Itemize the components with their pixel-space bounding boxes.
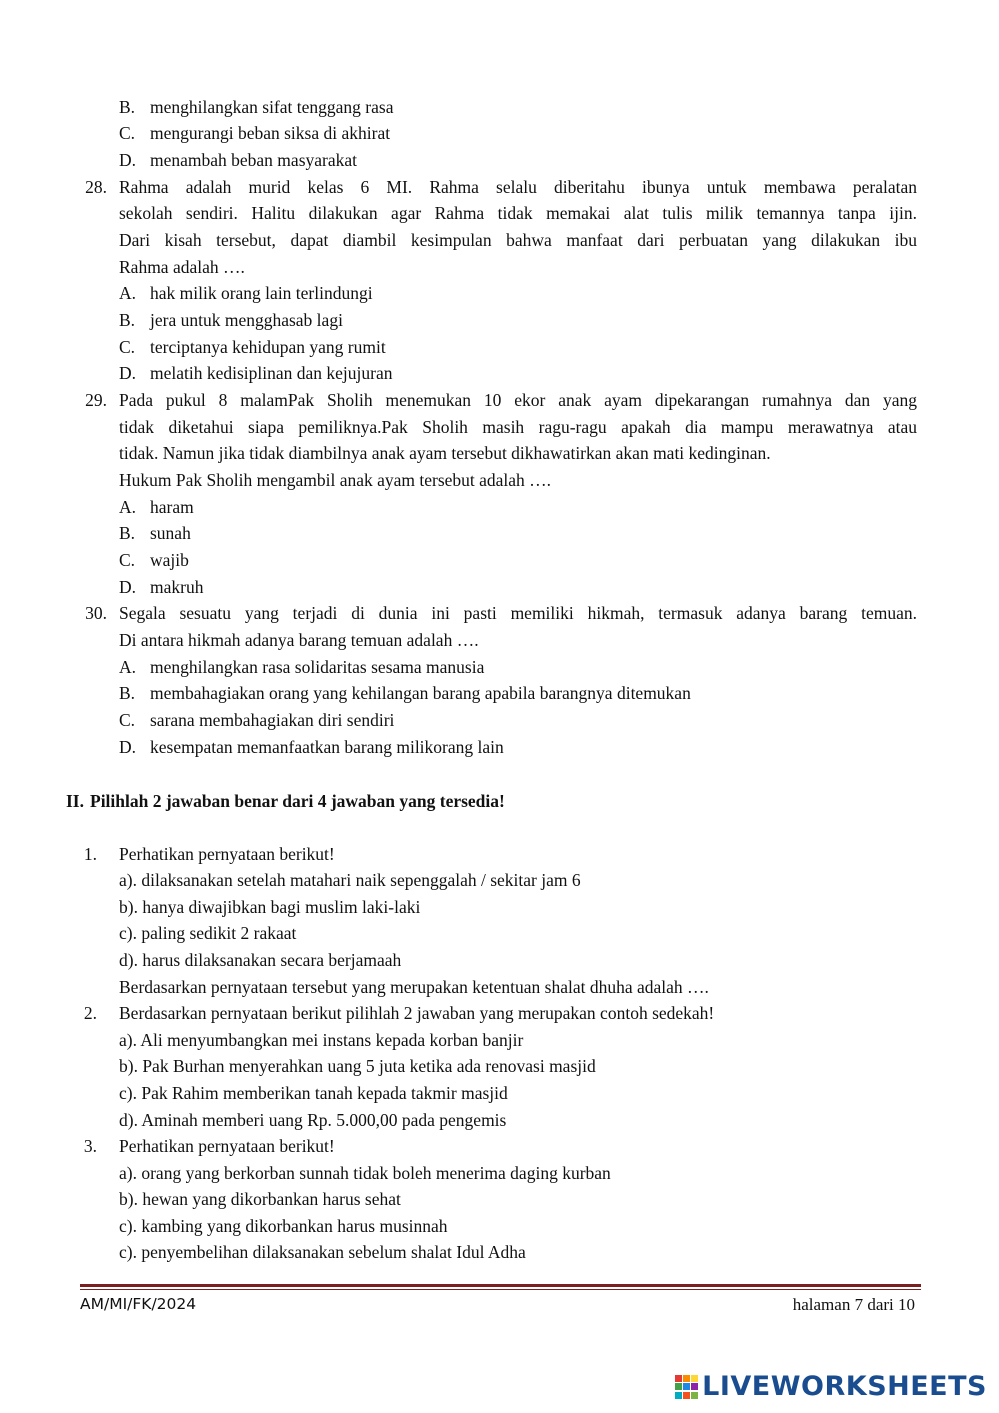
logo-cell (675, 1392, 682, 1399)
logo-cell (683, 1375, 690, 1382)
option-text: wajib (150, 550, 189, 570)
liveworksheets-logo[interactable] (675, 1372, 987, 1402)
logo-cell (691, 1392, 698, 1399)
option-item (119, 736, 504, 758)
statement-item: c). penyembelihan dilaksanakan sebelum shalat Idul Adha (119, 1242, 526, 1262)
question-text-line: Di antara hikmah adanya barang temuan adalah …. (119, 630, 479, 650)
option-letter: D. (119, 363, 137, 383)
question-number: 28. (85, 177, 107, 197)
option-item (119, 576, 203, 598)
logo-cell (683, 1383, 690, 1390)
statement-item: b). Pak Burhan menyerahkan uang 5 juta ketika ada renovasi masjid (119, 1056, 596, 1076)
question-number: 1. (83, 844, 97, 864)
option-text: menghilangkan rasa solidaritas sesama manusia (150, 657, 485, 677)
option-letter: B. (119, 310, 136, 330)
question-text-line: Rahma adalah murid kelas 6 MI. Rahma selalu diberitahu ibunya untuk membawa peralatan (119, 177, 917, 197)
option-letter: D. (119, 577, 137, 597)
liveworksheets-wordmark: LIVEWORKSHEETS (702, 1371, 987, 1402)
section-heading (66, 790, 505, 812)
logo-cell (675, 1375, 682, 1382)
liveworksheets-grid-icon (675, 1375, 699, 1399)
option-letter: A. (119, 497, 137, 517)
statement-item: a). dilaksanakan setelah matahari naik sepenggalah / sekitar jam 6 (119, 870, 581, 890)
option-item (119, 656, 484, 678)
option-item (119, 362, 393, 384)
logo-cell (683, 1392, 690, 1399)
option-text: sunah (150, 523, 191, 543)
option-text: melatih kedisiplinan dan kejujuran (150, 363, 393, 383)
option-item (119, 309, 343, 331)
option-item (119, 149, 357, 171)
option-letter: B. (119, 97, 136, 117)
option-text: membahagiakan orang yang kehilangan barang apabila barangnya ditemukan (150, 683, 691, 703)
option-text: hak milik orang lain terlindungi (150, 283, 373, 303)
question-stem: Perhatikan pernyataan berikut! (119, 1136, 335, 1156)
option-text: sarana membahagiakan diri sendiri (150, 710, 395, 730)
document-code: AM/MI/FK/2024 (80, 1295, 197, 1313)
logo-cell (691, 1383, 698, 1390)
option-item (119, 496, 194, 518)
question-text-line: tidak diketahui siapa pemiliknya.Pak Sholih masih ragu-ragu apakah dia mampu merawatnya atau (119, 417, 917, 437)
option-text: makruh (150, 577, 204, 597)
footer-rule-thin (80, 1289, 921, 1290)
option-letter: B. (119, 683, 136, 703)
option-letter: A. (119, 657, 137, 677)
question-stem: Berdasarkan pernyataan berikut pilihlah 2 jawaban yang merupakan contoh sedekah! (119, 1003, 715, 1023)
option-letter: B. (119, 523, 136, 543)
option-text: menambah beban masyarakat (150, 150, 357, 170)
option-text: kesempatan memanfaatkan barang milikorang lain (150, 737, 504, 757)
question-text-line: Pada pukul 8 malamPak Sholih menemukan 10 ekor anak ayam dipekarangan rumahnya dan yang (119, 390, 917, 410)
statement-item: c). kambing yang dikorbankan harus musinnah (119, 1216, 448, 1236)
option-item (119, 549, 189, 571)
option-text: jera untuk mengghasab lagi (150, 310, 343, 330)
option-item (119, 122, 390, 144)
option-item (119, 282, 373, 304)
option-text: menghilangkan sifat tenggang rasa (150, 97, 394, 117)
question-text-line: tidak. Namun jika tidak diambilnya anak ayam tersebut dikhawatirkan akan mati kedinginan. (119, 443, 771, 463)
statement-item: b). hewan yang dikorbankan harus sehat (119, 1189, 401, 1209)
logo-cell (675, 1383, 682, 1390)
footer-rule (80, 1284, 921, 1287)
statement-item: d). harus dilaksanakan secara berjamaah (119, 950, 402, 970)
question-text-line: Hukum Pak Sholih mengambil anak ayam tersebut adalah …. (119, 470, 552, 490)
section-heading-text: Pilihlah 2 jawaban benar dari 4 jawaban yang tersedia! (90, 791, 505, 811)
statement-item: c). Pak Rahim memberikan tanah kepada takmir masjid (119, 1083, 508, 1103)
question-number: 2. (83, 1003, 97, 1023)
option-item (119, 96, 393, 118)
statement-item: c). paling sedikit 2 rakaat (119, 923, 297, 943)
question-number: 30. (85, 603, 107, 623)
logo-cell (691, 1375, 698, 1382)
option-text: haram (150, 497, 194, 517)
question-closing: Berdasarkan pernyataan tersebut yang merupakan ketentuan shalat dhuha adalah …. (119, 977, 709, 997)
option-letter: C. (119, 550, 136, 570)
option-item (119, 682, 691, 704)
question-text-line: Dari kisah tersebut, dapat diambil kesimpulan bahwa manfaat dari perbuatan yang dilakukan ibu (119, 230, 917, 250)
option-letter: C. (119, 337, 136, 357)
page-number: halaman 7 dari 10 (792, 1295, 915, 1314)
option-item (119, 522, 191, 544)
option-item (119, 709, 394, 731)
section-roman: II. (66, 791, 84, 811)
question-text-line: sekolah sendiri. Halitu dilakukan agar Rahma tidak memakai alat tulis milik temannya tanpa ijin. (119, 203, 917, 223)
statement-item: b). hanya diwajibkan bagi muslim laki-laki (119, 897, 421, 917)
option-text: mengurangi beban siksa di akhirat (150, 123, 391, 143)
option-letter: C. (119, 710, 136, 730)
question-text-line: Segala sesuatu yang terjadi di dunia ini pasti memiliki hikmah, termasuk adanya barang temuan. (119, 603, 917, 623)
question-text-line: Rahma adalah …. (119, 257, 245, 277)
statement-item: a). orang yang berkorban sunnah tidak boleh menerima daging kurban (119, 1163, 611, 1183)
statement-item: d). Aminah memberi uang Rp. 5.000,00 pada pengemis (119, 1110, 507, 1130)
option-letter: D. (119, 737, 137, 757)
option-text: terciptanya kehidupan yang rumit (150, 337, 386, 357)
option-letter: C. (119, 123, 136, 143)
option-letter: D. (119, 150, 137, 170)
question-number: 29. (85, 390, 107, 410)
question-number: 3. (83, 1136, 97, 1156)
question-stem: Perhatikan pernyataan berikut! (119, 844, 335, 864)
option-letter: A. (119, 283, 137, 303)
statement-item: a). Ali menyumbangkan mei instans kepada korban banjir (119, 1030, 524, 1050)
option-item (119, 336, 386, 358)
